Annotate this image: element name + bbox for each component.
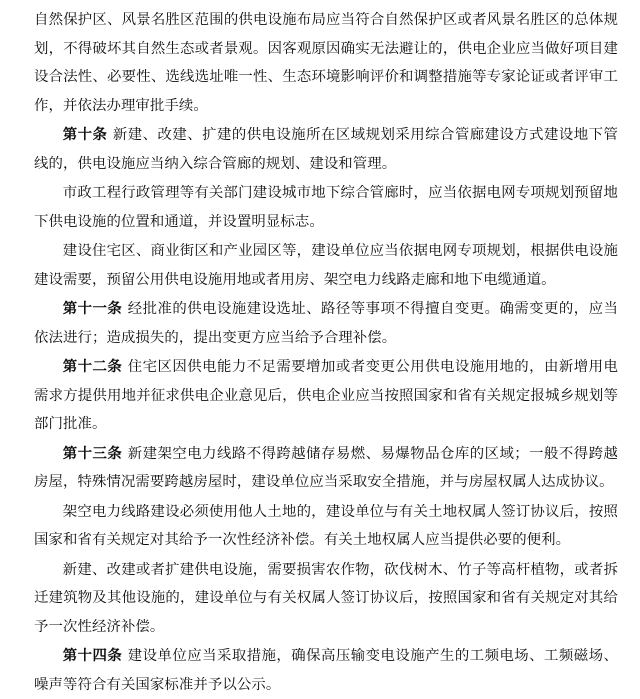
article-label: 第十二条 <box>62 358 128 375</box>
article-label: 第十四条 <box>62 647 128 664</box>
paragraph <box>34 295 618 352</box>
paragraph-text: 建设单位应当采取措施，确保高压输变电设施产生的工频电场、工频磁场、噪声等符合有关国家标准并予以公示。 <box>34 648 618 693</box>
article-label: 第十条 <box>62 126 113 143</box>
paragraph-text: 建设住宅区、商业街区和产业园区等，建设单位应当依据电网专项规划，根据供电设施建设需要，预留公用供电设施用地或者用房、架空电力线路走廊和地下电缆通道。 <box>34 243 618 288</box>
paragraph-text: 新建架空电力线路不得跨越储存易燃、易爆物品仓库的区域；一般不得跨越房屋，特殊情况需要跨越房屋时，建设单位应当采取安全措施，并与房屋权属人达成协议。 <box>34 445 618 490</box>
paragraph <box>34 498 618 555</box>
paragraph <box>34 121 618 178</box>
paragraph <box>34 353 618 439</box>
paragraph-text: 新建、改建或者扩建供电设施，需要损害农作物，砍伐树木、竹子等高杆植物，或者拆迁建筑物及其他设施的，建设单位与有关权属人签订协议后，按照国家和省有关规定对其给予一次性经济补偿。 <box>34 561 618 635</box>
paragraph <box>34 440 618 497</box>
article-label: 第十三条 <box>62 444 128 462</box>
paragraph-text: 自然保护区、风景名胜区范围的供电设施布局应当符合自然保护区或者风景名胜区的总体规划，不得破坏其自然生态或者景观。因客观原因确实无法避让的，供电企业应当做好项目建设合法性、必要性、选线选址唯一性、生态环境影响评价和调整措施等专家论证或者评审工作，并依法办理审批手续。 <box>34 12 618 114</box>
paragraph-text: 住宅区因供电能力不足需要增加或者变更公用供电设施用地的，由新增用电需求方提供用地并征求供电企业意见后，供电企业应当按照国家和省有关规定报城乡规划等部门批准。 <box>34 359 618 432</box>
paragraph-text: 架空电力线路建设必须使用他人土地的，建设单位与有关土地权属人签订协议后，按照国家和省有关规定对其给予一次性经济补偿。有关土地权属人应当提供必要的便利。 <box>34 503 618 548</box>
article-label: 第十一条 <box>62 300 128 317</box>
paragraph-text: 新建、改建、扩建的供电设施所在区域规划采用综合管廊建设方式建设地下管线的，供电设施应当纳入综合管廊的规划、建设和管理。 <box>34 127 618 172</box>
paragraph <box>34 237 618 294</box>
paragraph-text: 市政工程行政管理等有关部门建设城市地下综合管廊时，应当依据电网专项规划预留地下供电设施的位置和通道，并设置明显标志。 <box>34 185 618 230</box>
paragraph <box>34 556 618 642</box>
paragraph <box>34 642 618 699</box>
paragraph <box>34 6 618 120</box>
paragraph-text: 经批准的供电设施建设选址、路径等事项不得擅自变更。确需变更的，应当依法进行；造成损失的，提出变更方应当给予合理补偿。 <box>34 301 618 346</box>
paragraph <box>34 179 618 236</box>
